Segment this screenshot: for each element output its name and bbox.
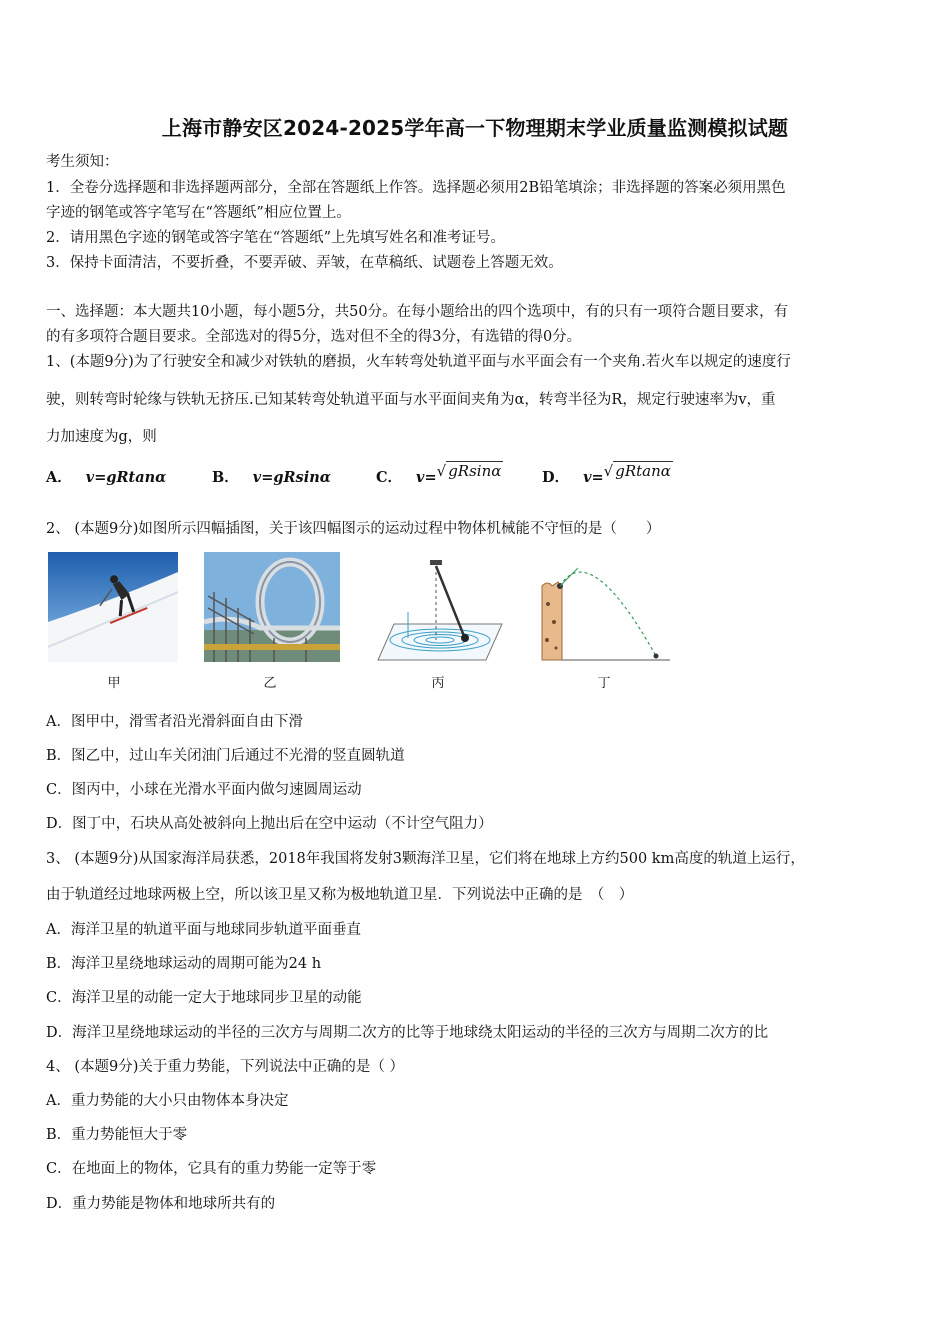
option-label: B． bbox=[212, 469, 239, 486]
notice-line-4: 3．保持卡面清洁，不要折叠，不要弄破、弄皱，在草稿纸、试题卷上答题无效。 bbox=[46, 255, 563, 271]
sqrt-icon: √ gRtanα bbox=[603, 462, 671, 480]
q3-stem-2: 由于轨道经过地球两极上空，所以该卫星又称为极地轨道卫星．下列说法中正确的是 （ ） bbox=[46, 887, 634, 903]
q4-stem: 4、 (本题9分)关于重力势能，下列说法中正确的是（ ） bbox=[46, 1059, 404, 1075]
projectile-icon bbox=[538, 552, 674, 662]
q1-stem-3: 力加速度为g，则 bbox=[46, 429, 157, 445]
figure-caption: 乙 bbox=[263, 676, 277, 691]
q1-option-d bbox=[542, 462, 673, 487]
figure-roller-coaster bbox=[204, 552, 336, 691]
figure-pendulum bbox=[372, 552, 504, 691]
q4-option-b: B．重力势能恒大于零 bbox=[46, 1127, 188, 1143]
q1-options bbox=[46, 462, 906, 496]
q2-option-a: A．图甲中，滑雪者沿光滑斜面自由下滑 bbox=[46, 714, 303, 730]
roller-coaster-icon bbox=[204, 552, 340, 662]
q4-option-c: C．在地面上的物体，它具有的重力势能一定等于零 bbox=[46, 1161, 377, 1177]
radicand: gRsinα bbox=[448, 462, 502, 480]
q3-option-d: D．海洋卫星绕地球运动的半径的三次方与周期二次方的比等于地球绕太阳运动的半径的三次方与周期二次方的比 bbox=[46, 1025, 769, 1041]
figure-skier bbox=[48, 552, 180, 691]
q1-option-a bbox=[46, 466, 166, 487]
q3-option-b: B．海洋卫星绕地球运动的周期可能为24 h bbox=[46, 956, 322, 972]
q2-option-c: C．图丙中，小球在光滑水平面内做匀速圆周运动 bbox=[46, 782, 362, 798]
sqrt-icon: √ gRsinα bbox=[436, 462, 502, 480]
formula: v=gRtanα bbox=[85, 469, 167, 486]
page-title: 上海市静安区2024-2025学年高一下物理期末学业质量监测模拟试题 bbox=[161, 116, 789, 140]
figure-projectile bbox=[538, 552, 670, 691]
q1-option-b bbox=[212, 466, 331, 487]
q2-figures bbox=[46, 552, 686, 692]
q1-option-c bbox=[376, 462, 503, 487]
section-intro-2: 的有多项符合题目要求。全部选对的得5分，选对但不全的得3分，有选错的得0分。 bbox=[46, 329, 582, 345]
option-label: C． bbox=[376, 469, 403, 486]
notice-header: 考生须知： bbox=[46, 154, 119, 170]
notice-line-3: 2．请用黑色字迹的钢笔或答字笔在“答题纸”上先填写姓名和准考证号。 bbox=[46, 230, 506, 246]
q2-option-d: D．图丁中，石块从高处被斜向上抛出后在空中运动（不计空气阻力） bbox=[46, 816, 493, 832]
notice-line-2: 字迹的钢笔或答字笔写在“答题纸”相应位置上。 bbox=[46, 205, 351, 221]
q4-option-a: A．重力势能的大小只由物体本身决定 bbox=[46, 1093, 289, 1109]
option-label: D． bbox=[542, 469, 570, 486]
figure-caption: 甲 bbox=[107, 676, 121, 691]
notice-line-1: 1．全卷分选择题和非选择题两部分，全部在答题纸上作答。选择题必须用2B铅笔填涂；非选择题的答案必须用黑色 bbox=[46, 180, 786, 196]
q2-stem: 2、 (本题9分)如图所示四幅插图，关于该四幅图示的运动过程中物体机械能不守恒的是（ ） bbox=[46, 521, 661, 537]
skier-icon bbox=[48, 552, 178, 662]
q1-stem-1: 1、(本题9分)为了行驶安全和减少对铁轨的磨损，火车转弯处轨道平面与水平面会有一个夹角.若火车以规定的速度行 bbox=[46, 354, 791, 370]
figure-caption: 丙 bbox=[431, 676, 445, 691]
section-intro-1: 一、选择题：本大题共10小题，每小题5分，共50分。在每小题给出的四个选项中，有的只有一项符合题目要求，有 bbox=[46, 304, 789, 320]
q3-stem-1: 3、 (本题9分)从国家海洋局获悉，2018年我国将发射3颗海洋卫星，它们将在地球上方约500 km高度的轨道上运行， bbox=[46, 851, 805, 867]
q1-stem-2: 驶，则转弯时轮缘与铁轨无挤压.已知某转弯处轨道平面与水平面间夹角为α，转弯半径为R，规定行驶速率为v，重 bbox=[46, 392, 776, 408]
radicand: gRtanα bbox=[615, 462, 671, 480]
option-label: A． bbox=[46, 469, 72, 486]
formula-prefix: v= bbox=[583, 469, 604, 486]
q4-option-d: D．重力势能是物体和地球所共有的 bbox=[46, 1196, 276, 1212]
formula-prefix: v= bbox=[416, 469, 437, 486]
q2-option-b: B．图乙中，过山车关闭油门后通过不光滑的竖直圆轨道 bbox=[46, 748, 405, 764]
formula: v=gRsinα bbox=[252, 469, 331, 486]
q3-option-a: A．海洋卫星的轨道平面与地球同步轨道平面垂直 bbox=[46, 922, 361, 938]
figure-caption: 丁 bbox=[597, 676, 611, 691]
q3-option-c: C．海洋卫星的动能一定大于地球同步卫星的动能 bbox=[46, 990, 362, 1006]
pendulum-icon bbox=[372, 552, 504, 662]
